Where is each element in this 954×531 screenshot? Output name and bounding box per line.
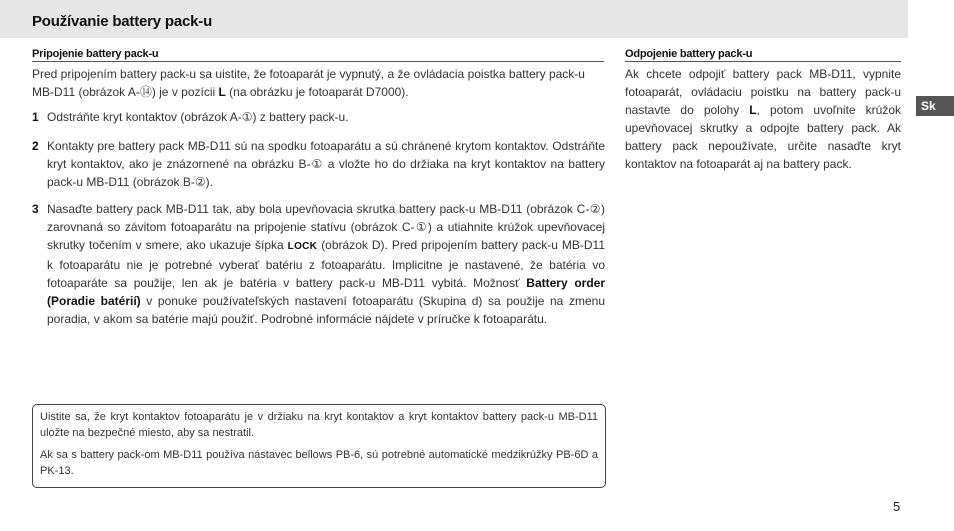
intro-text-c: (na obrázku je fotoaparát D7000). bbox=[225, 85, 409, 99]
step-3-text-e: v ponuke používateľských nastavení fotoaparátu (Skupina d) sa použije na zmenu poradia, v akom sa batérie majú použiť. Podrobné informácie nájdete v príručke k fotoaparátu. bbox=[47, 294, 605, 326]
lock-label: LOCK bbox=[287, 241, 318, 252]
language-tab: Sk bbox=[916, 96, 954, 116]
battery-order-menu-name: Battery order (Poradie batérií) bbox=[47, 276, 605, 308]
section-heading-detach: Odpojenie battery pack-u bbox=[625, 48, 901, 62]
page-title: Používanie battery pack-u bbox=[32, 13, 213, 30]
step-3 bbox=[32, 200, 605, 328]
intro-paragraph bbox=[32, 65, 605, 101]
step-1-number: 1 bbox=[32, 110, 39, 124]
step-2-text: Kontakty pre battery pack MB-D11 sú na spodku fotoaparátu a sú chránené krytom kontaktov. Odstráňte kryt kontaktov, ako je znázornené na obrázku B-① a vložte ho do držiaka na kryt kontaktov na battery pack-u MB-D11 (obrázok B-②). bbox=[47, 139, 605, 189]
detach-text-a: Ak chcete odpojiť battery pack MB-D11, vypnite fotoaparát, ovládaciu poistku na battery pack-u nastavte do polohy bbox=[625, 67, 901, 117]
note-1: Uistite sa, že kryt kontaktov fotoaparátu je v držiaku na kryt kontaktov a kryt kontaktov battery pack-u MB-D11 uložte na bezpečné miesto, aby sa nestratil. bbox=[40, 411, 598, 439]
step-3-number: 3 bbox=[32, 202, 39, 216]
step-3-text-a: Nasaďte battery pack MB-D11 tak, aby bola upevňovacia skrutka battery pack-u MB-D11 (obrázok C-②) zarovnaná so závitom fotoaparátu na pripojenie statívu (obrázok C-①) a utiahnite krúžok upevňovacej skrutky točením v smere, ako ukazuje šípka bbox=[47, 202, 605, 252]
step-1-text: Odstráňte kryt kontaktov (obrázok A-①) z battery pack-u. bbox=[47, 110, 349, 124]
detach-paragraph bbox=[625, 65, 901, 173]
page-number: 5 bbox=[893, 499, 901, 514]
note-box bbox=[32, 404, 606, 488]
step-3-text-c: (obrázok D). Pred pripojením battery pack-u MB-D11 k fotoaparátu nie je potrebné vyberať batériu z fotoaparátu. Implicitne je nastavené, že batéria vo fotoaparáte sa použije, len ak je batéria v battery pack-u MB-D11 vybitá. Možnosť bbox=[47, 238, 606, 290]
step-3-text bbox=[47, 200, 605, 328]
step-1 bbox=[32, 108, 605, 126]
step-2 bbox=[32, 137, 605, 191]
intro-text-a: Pred pripojením battery pack-u sa uistite, že fotoaparát je vypnutý, a že ovládacia poistka battery pack-u MB-D11 (obrázok A-⑭) je v pozícii bbox=[32, 67, 585, 99]
step-2-number: 2 bbox=[32, 139, 39, 153]
section-heading-attach: Pripojenie battery pack-u bbox=[32, 48, 604, 62]
detach-position-l: L bbox=[749, 103, 757, 117]
intro-position-l: L bbox=[218, 85, 226, 99]
detach-text-c: , potom uvoľnite krúžok upevňovacej skrutky a odpojte battery pack. Ak battery pack nepoužívate, určite nasaďte kryt kontaktov na fotoaparát aj na battery pack. bbox=[625, 103, 901, 171]
note-2: Ak sa s battery pack-om MB-D11 používa nástavec bellows PB-6, sú potrebné automatické medzikrúžky PB-6D a PK-13. bbox=[40, 449, 598, 477]
